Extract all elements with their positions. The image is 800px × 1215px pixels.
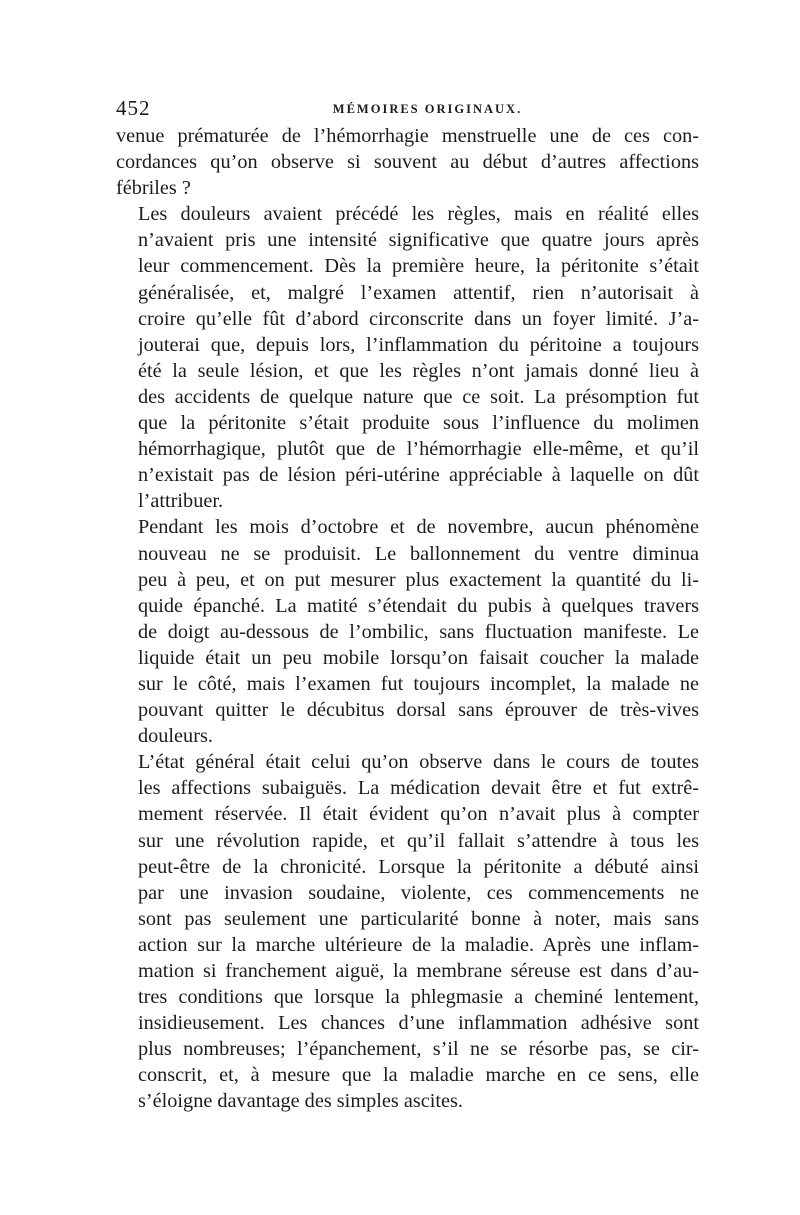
text-line: pouvant quitter le décubitus dorsal sans éprouver de très-vives [138, 699, 699, 722]
text-line: que la péritonite s’était produite sous l’influence du molimen [138, 412, 699, 435]
text-line: peu à peu, et on put mesurer plus exactement la quantité du li- [138, 568, 699, 591]
text-line: sur le côté, mais l’examen fut toujours incomplet, la malade ne [138, 672, 699, 695]
text-line: plus nombreuses; l’épanchement, s’il ne se résorbe pas, se cir- [138, 1038, 699, 1061]
body-text [116, 123, 699, 1115]
text-line: Pendant les mois d’octobre et de novembre, aucun phénomène [138, 516, 699, 539]
text-line: venue prématurée de l’hémorrhagie menstruelle une de ces con- [116, 125, 699, 147]
text-line: quide épanché. La matité s’étendait du pubis à quelques travers [138, 594, 699, 617]
running-header [116, 92, 699, 122]
text-line: action sur la marche ultérieure de la maladie. Après une inflam- [138, 933, 699, 956]
text-line: été la seule lésion, et que les règles n’ont jamais donné lieu à [138, 359, 699, 382]
text-line: des accidents de quelque nature que ce soit. La présomption fut [138, 385, 699, 408]
text-line: sur une révolution rapide, et qu’il fallait s’attendre à tous les [138, 829, 699, 852]
text-line: leur commencement. Dès la première heure, la péritonite s’était [138, 255, 699, 278]
text-line: n’avaient pris une intensité significative que quatre jours après [138, 229, 699, 252]
paragraph [116, 514, 699, 749]
text-line: douleurs. [138, 725, 213, 748]
text-line: n’existait pas de lésion péri-utérine appréciable à laquelle on dût [138, 464, 699, 487]
text-line: par une invasion soudaine, violente, ces commencements ne [138, 881, 699, 904]
text-line: tres conditions que lorsque la phlegmasie a cheminé lentement, [138, 986, 699, 1009]
paragraph [116, 749, 699, 1114]
text-line: l’attribuer. [138, 490, 224, 513]
text-line: cordances qu’on observe si souvent au début d’autres affections [116, 151, 699, 174]
book-page [116, 92, 699, 1115]
text-line: conscrit, et, à mesure que la maladie marche en ce sens, elle [138, 1064, 699, 1087]
text-line: les affections subaiguës. La médication devait être et fut extrê- [138, 777, 699, 800]
text-line: nouveau ne se produisit. Le ballonnement du ventre diminua [138, 542, 699, 565]
text-line: peut-être de la chronicité. Lorsque la péritonite a débuté ainsi [138, 855, 699, 878]
text-line: L’état général était celui qu’on observe dans le cours de toutes [138, 751, 699, 774]
paragraph [116, 201, 699, 514]
text-line: croire qu’elle fût d’abord circonscrite dans un foyer limité. J’a- [138, 307, 699, 330]
running-title: MÉMOIRES ORIGINAUX. [332, 102, 523, 116]
text-line: mation si franchement aiguë, la membrane séreuse est dans d’au- [138, 960, 699, 982]
text-line: jouterai que, depuis lors, l’inflammation du péritoine a toujours [138, 333, 699, 356]
text-line: sont pas seulement une particularité bonne à noter, mais sans [138, 907, 699, 930]
text-line: fébriles ? [116, 177, 191, 200]
page-number: 452 [116, 96, 151, 120]
text-line: de doigt au-dessous de l’ombilic, sans fluctuation manifeste. Le [138, 620, 699, 643]
text-line: mement réservée. Il était évident qu’on n’avait plus à compter [138, 803, 699, 826]
text-line: Les douleurs avaient précédé les règles, mais en réalité elles [138, 203, 699, 226]
text-line: liquide était un peu mobile lorsqu’on faisait coucher la malade [138, 646, 699, 669]
text-line: généralisée, et, malgré l’examen attentif, rien n’autorisait à [138, 281, 699, 304]
text-line: hémorrhagique, plutôt que de l’hémorrhagie elle-même, et qu’il [138, 438, 699, 461]
text-line: s’éloigne davantage des simples ascites. [138, 1090, 463, 1113]
text-line: insidieusement. Les chances d’une inflammation adhésive sont [138, 1012, 699, 1035]
paragraph [116, 123, 699, 201]
